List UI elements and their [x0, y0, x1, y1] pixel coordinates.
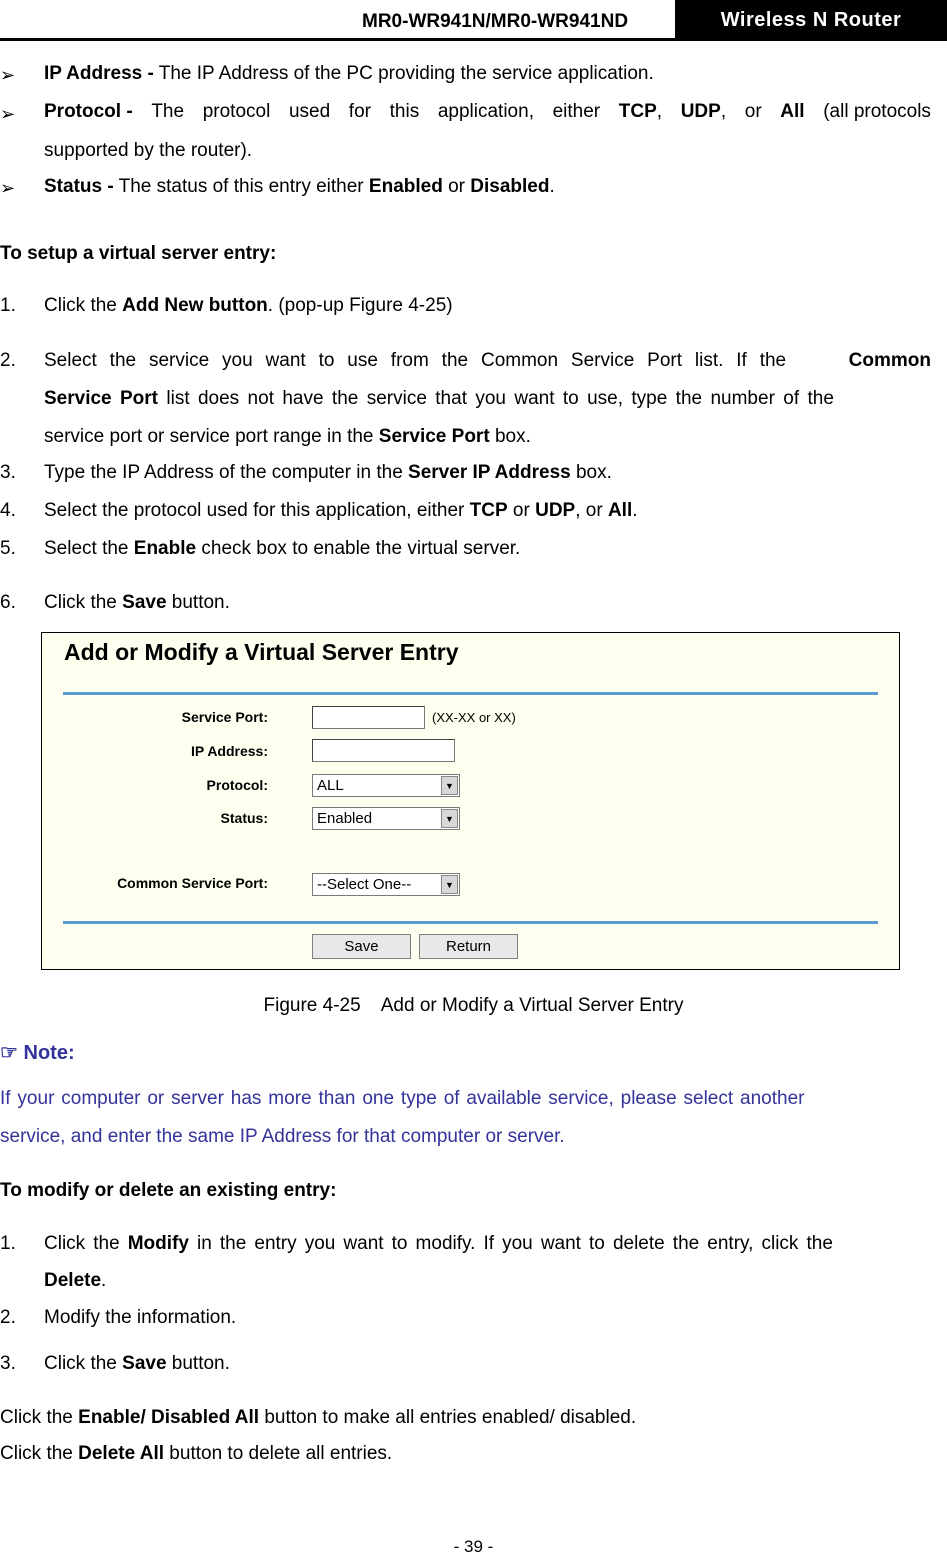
text: Select the service you want to use from the Common Service Port list. If the: [44, 350, 787, 371]
common-service-port-select[interactable]: [312, 873, 460, 896]
protocol-value: ALL: [317, 777, 344, 794]
service-port-hint: (XX-XX or XX): [432, 710, 516, 725]
bullet-arrow-icon: ➢: [0, 104, 16, 124]
keyword: Enable: [133, 538, 197, 559]
protocol-label: Protocol:: [206, 777, 268, 793]
field-protocol-cont: supported by the router).: [44, 140, 253, 161]
step-text: [44, 1270, 106, 1292]
keyword: Service Port: [378, 426, 490, 447]
text: service port or service port range in the: [44, 426, 379, 447]
text: box.: [489, 426, 531, 447]
step-number: 5.: [0, 538, 16, 559]
note-text-line2: service, and enter the same IP Address for that computer or server.: [0, 1126, 565, 1147]
step-text: [44, 500, 638, 522]
keyword: Delete All: [78, 1443, 165, 1464]
step-text: Modify the information.: [44, 1307, 237, 1328]
protocol-select[interactable]: [312, 774, 460, 797]
text: . (pop-up Figure 4-25): [267, 295, 453, 316]
step-text: [44, 426, 531, 448]
keyword: UDP: [680, 101, 721, 122]
step-text: [44, 1353, 230, 1375]
text: or: [442, 176, 471, 197]
save-button[interactable]: Save: [312, 934, 411, 959]
figure-caption: Figure 4-25 Add or Modify a Virtual Server Entry: [263, 995, 684, 1016]
word: used: [288, 101, 331, 122]
text: button to delete all entries.: [164, 1443, 393, 1464]
step-number: 3.: [0, 1353, 16, 1374]
text: .: [549, 176, 555, 197]
note-text-line1: If your computer or server has more than one type of available service, please select another: [0, 1088, 805, 1109]
keyword: All: [780, 101, 805, 122]
dropdown-arrow-icon: ▼: [441, 809, 458, 828]
step-text: [44, 350, 931, 372]
text: list does not have the service that you want to use, type the number of the: [158, 388, 834, 409]
section-heading: To modify or delete an existing entry:: [0, 1180, 337, 1201]
status-value: Enabled: [317, 810, 373, 827]
word: TCP,: [618, 101, 663, 122]
field-status: [44, 176, 555, 198]
step-text: [44, 462, 612, 484]
keyword: Delete: [44, 1270, 102, 1291]
return-button[interactable]: Return: [419, 934, 518, 959]
text: Click the: [44, 1353, 123, 1374]
step-number: 1.: [0, 295, 16, 316]
text: button.: [166, 592, 230, 613]
step-number: 1.: [0, 1233, 16, 1254]
delete-all-text: [0, 1443, 392, 1465]
keyword: Save: [122, 1353, 167, 1374]
keyword: UDP: [535, 500, 576, 521]
header-rule: [0, 38, 947, 41]
bullet-arrow-icon: ➢: [0, 65, 16, 85]
text: Click the: [0, 1443, 79, 1464]
keyword: Enabled: [368, 176, 443, 197]
text: box.: [570, 462, 612, 483]
word: UDP,: [680, 101, 727, 122]
word: for: [348, 101, 371, 122]
keyword: Save: [122, 592, 167, 613]
text: , or: [575, 500, 608, 521]
step-number: 6.: [0, 592, 16, 613]
text: Click the: [0, 1407, 79, 1428]
keyword: Modify: [127, 1233, 189, 1254]
step-number: 2.: [0, 1307, 16, 1328]
word: (all protocols: [823, 101, 931, 122]
keyword: Disabled: [470, 176, 550, 197]
document-model: MR0-WR941N/MR0-WR941ND: [362, 11, 629, 32]
note-label: Note:: [23, 1042, 75, 1064]
word: this: [389, 101, 420, 122]
keyword: Common: [848, 350, 931, 371]
field-ip-address: [44, 63, 654, 85]
text: in the entry you want to modify. If you want to delete the entry, click the: [188, 1233, 833, 1254]
keyword: Enable/ Disabled All: [78, 1407, 260, 1428]
status-select[interactable]: [312, 807, 460, 830]
ip-address-label: IP Address:: [190, 743, 268, 759]
field-term: Status -: [44, 176, 114, 197]
keyword: All: [607, 500, 633, 521]
keyword: Server IP Address: [408, 462, 571, 483]
text: button to make all entries enabled/ disabled.: [259, 1407, 637, 1428]
field-desc: The IP Address of the PC providing the service application.: [153, 63, 654, 84]
text: or: [507, 500, 536, 521]
keyword: TCP: [618, 101, 657, 122]
keyword: Service Port: [44, 388, 158, 409]
keyword: TCP: [469, 500, 508, 521]
dropdown-arrow-icon: ▼: [441, 776, 458, 795]
common-service-port-label: Common Service Port:: [117, 875, 268, 891]
word: application,: [437, 101, 534, 122]
note-heading: [0, 1040, 75, 1065]
document-product: Wireless N Router: [675, 0, 947, 40]
dialog-rule-bottom: [63, 921, 878, 924]
pointing-hand-icon: ☞: [0, 1042, 18, 1064]
dropdown-arrow-icon: ▼: [441, 875, 458, 894]
step-text: [44, 1233, 833, 1255]
field-term: Protocol -: [44, 101, 133, 122]
field-term: IP Address -: [44, 63, 154, 84]
step-text: [44, 538, 520, 560]
dialog-title: Add or Modify a Virtual Server Entry: [64, 639, 459, 665]
step-text: [44, 592, 230, 614]
text: Click the: [44, 1233, 128, 1254]
text: Select the protocol used for this application, either: [44, 500, 470, 521]
ip-address-input[interactable]: [312, 739, 455, 762]
page-number: - 39 -: [453, 1537, 494, 1556]
text: check box to enable the virtual server.: [196, 538, 521, 559]
text: Select the: [44, 538, 134, 559]
field-protocol: [44, 101, 931, 123]
word: The: [151, 101, 185, 122]
step-number: 4.: [0, 500, 16, 521]
status-label: Status:: [220, 810, 268, 826]
word: or: [744, 101, 762, 122]
service-port-label: Service Port:: [181, 709, 268, 725]
step-number: 3.: [0, 462, 16, 483]
service-port-input[interactable]: [312, 706, 425, 729]
step-number: 2.: [0, 350, 16, 371]
common-service-port-value: --Select One--: [317, 876, 412, 893]
step-text: [44, 295, 453, 317]
word: either: [552, 101, 601, 122]
dialog-rule-top: [63, 692, 878, 695]
text: .: [632, 500, 638, 521]
text: Click the: [44, 592, 123, 613]
text: button.: [166, 1353, 230, 1374]
text: The status of this entry either: [113, 176, 369, 197]
text: Type the IP Address of the computer in the: [44, 462, 409, 483]
word: protocol: [202, 101, 271, 122]
step-text: [44, 388, 931, 410]
bullet-arrow-icon: ➢: [0, 178, 16, 198]
text: Click the: [44, 295, 123, 316]
keyword: Add New button: [122, 295, 268, 316]
virtual-server-dialog: [41, 632, 900, 970]
text: .: [101, 1270, 107, 1291]
enable-disable-all-text: [0, 1407, 636, 1429]
section-heading: To setup a virtual server entry:: [0, 243, 277, 264]
